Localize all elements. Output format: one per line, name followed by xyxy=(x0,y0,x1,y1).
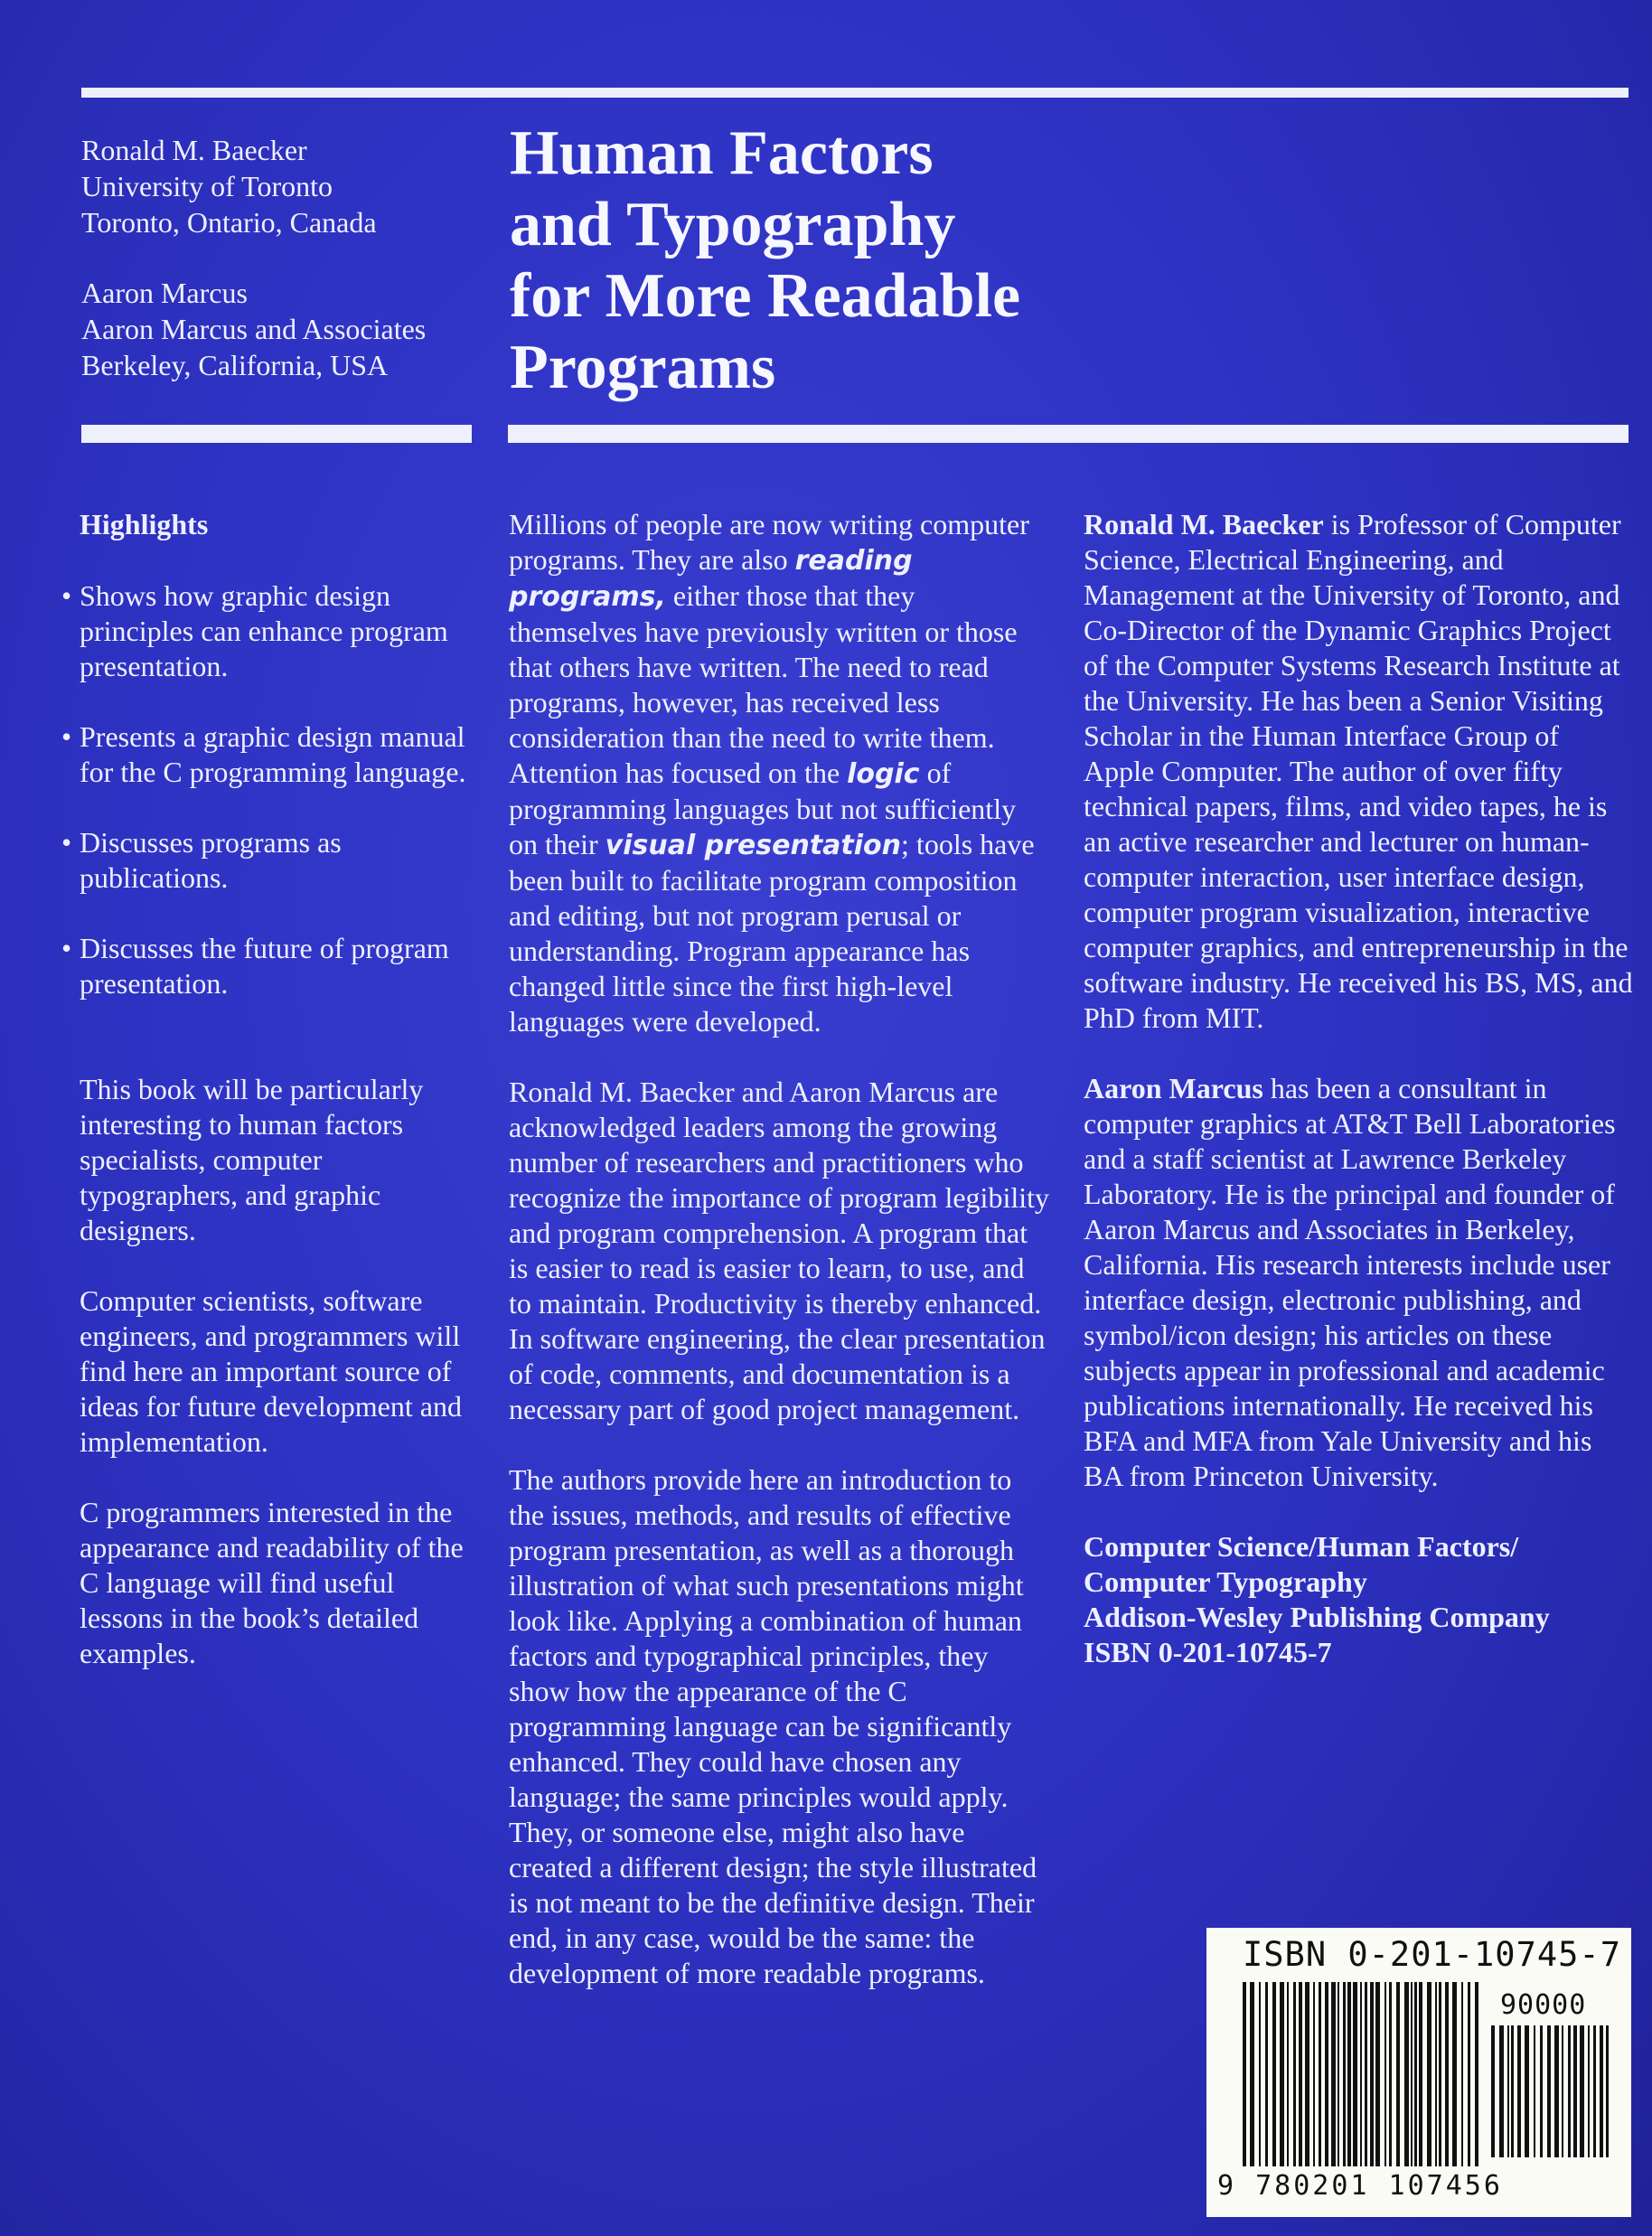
right-divider-rule xyxy=(508,425,1629,443)
emphasis-text: reading programs, xyxy=(509,545,913,613)
audience-paragraph: This book will be particularly interesting to human factors specialists, computer typographers, and graphic designers. xyxy=(80,1073,424,1246)
author2-affiliation: Aaron Marcus and Associates xyxy=(81,313,427,345)
ean-barcode xyxy=(1243,1982,1479,2166)
price-code: 90000 xyxy=(1500,1989,1587,2021)
baecker-bio: Ronald M. Baecker is Professor of Computer Science, Electrical Engineering, and Management at the University of Toronto, and Co-Director of the Dynamic Graphics Project of the Computer Systems Research Institute at the University. He has been a Senior Visiting Scholar in the Human Interface Group of Apple Computer. The author of over fifty technical papers, films, and video tapes, he is an active researcher and lecturer on human-computer interaction, user interface design, computer program visualization, interactive computer graphics, and entrepreneurship in the software industry. He received his BS, MS, and PhD from MIT. xyxy=(1084,508,1633,1034)
marcus-bio: Aaron Marcus has been a consultant in computer graphics at AT&T Bell Laboratories and a staff scientist at Lawrence Berkeley Laboratory. He is the principal and founder of Aaron Marcus and Associates in Berkeley, California. His research interests include user interface design, electronic publishing, and symbol/icon design; his articles on these subjects appear in professional and academic publications internationally. He received his BFA and MFA from Yale University and his BA from Princeton University. xyxy=(1084,1072,1616,1492)
publisher-info xyxy=(1084,1529,1635,1670)
highlights-column xyxy=(61,507,477,1706)
bio-name: Ronald M. Baecker xyxy=(1084,508,1324,540)
description-paragraph: Millions of people are now writing computer programs. They are also reading programs, either those that they themselves have previously written or those that others have written. The need to read programs, however, has received less consideration than the need to write them. Attention has focused on the logic of programming languages but not sufficiently on their visual presentation; tools have been built to facilitate program composition and editing, but not program perusal or understanding. Program appearance has changed little since the first high-level languages were developed. xyxy=(509,508,1035,1038)
audience-paragraph: Computer scientists, software engineers, and programmers will find here an important source of ideas for future development and implementation. xyxy=(80,1284,462,1458)
author1-name: Ronald M. Baecker xyxy=(81,134,307,166)
book-title xyxy=(510,117,1020,403)
barcode-label xyxy=(1206,1928,1631,2217)
title-line: and Typography xyxy=(510,190,956,259)
title-line: for More Readable xyxy=(510,261,1021,331)
publisher-line: Addison-Wesley Publishing Company xyxy=(1084,1601,1550,1633)
highlight-bullet: • Shows how graphic design principles can enhance program presentation. xyxy=(61,579,448,682)
highlight-bullet: • Discusses the future of program presentation. xyxy=(61,932,449,1000)
publisher-line: ISBN 0-201-10745-7 xyxy=(1084,1636,1332,1668)
highlight-bullet: • Presents a graphic design manual for the C programming language. xyxy=(61,720,466,788)
top-rule xyxy=(81,88,1629,98)
emphasis-text: visual presentation xyxy=(605,830,902,861)
left-divider-rule xyxy=(81,425,472,443)
publisher-line: Computer Science/Human Factors/ xyxy=(1084,1530,1519,1563)
author-block xyxy=(81,132,426,383)
price-barcode xyxy=(1491,2025,1609,2157)
author1-affiliation: University of Toronto xyxy=(81,170,333,202)
description-paragraph: The authors provide here an introduction to the issues, methods, and results of effective program presentation, as well as a thorough illustration of what such presentations might look like. Applying a combination of human factors and typographical principles, they show how the appearance of the C programming language can be significantly enhanced. They could have chosen any language; the same principles would apply. They, or someone else, might also have created a different design; the style illustrated is not meant to be the definitive design. Their end, in any case, would be the same: the development of more readable programs. xyxy=(509,1463,1037,1989)
publisher-line: Computer Typography xyxy=(1084,1565,1367,1598)
bio-column xyxy=(1084,507,1635,1705)
title-line: Programs xyxy=(510,333,776,402)
emphasis-text: logic xyxy=(847,758,920,790)
ean-digits: 9 780201 107456 xyxy=(1217,2170,1503,2202)
bio-name: Aaron Marcus xyxy=(1084,1072,1263,1104)
title-line: Human Factors xyxy=(510,118,934,188)
author1-location: Toronto, Ontario, Canada xyxy=(81,206,377,239)
author2-name: Aaron Marcus xyxy=(81,277,248,309)
audience-paragraph: C programmers interested in the appearance and readability of the C language will find useful lessons in the book’s detailed examples. xyxy=(80,1496,464,1669)
description-column xyxy=(509,507,1049,2026)
barcode-isbn-text: ISBN 0-201-10745-7 xyxy=(1243,1935,1621,1974)
description-paragraph: Ronald M. Baecker and Aaron Marcus are acknowledged leaders among the growing number of researchers and practitioners who recognize the importance of program legibility and program comprehension. A program that is easier to read is easier to learn, to use, and to maintain. Productivity is thereby enhanced. In software engineering, the clear presentation of code, comments, and documentation is a necessary part of good project management. xyxy=(509,1076,1049,1425)
highlight-bullet: • Discusses programs as publications. xyxy=(61,826,342,894)
author2-location: Berkeley, California, USA xyxy=(81,349,389,381)
highlights-heading: Highlights xyxy=(80,508,209,540)
